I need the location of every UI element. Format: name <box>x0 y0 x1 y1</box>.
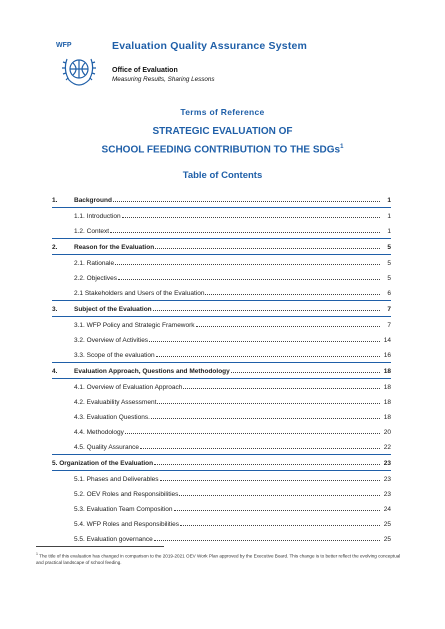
toc-entry-label: 3.3. Scope of the evaluation <box>74 352 155 359</box>
toc-entry-label: 4.1. Overview of Evaluation Approach <box>74 384 183 391</box>
dot-leader <box>179 494 380 496</box>
toc-heading: Table of Contents <box>182 170 263 181</box>
toc-entry-governance[interactable] <box>52 532 391 543</box>
toc-entry-page: 6 <box>387 290 391 297</box>
toc-entry-number: 3. <box>52 306 58 313</box>
toc-entry-label: 5. Organization of the Evaluation <box>52 460 154 467</box>
toc-entry-wfp-roles[interactable] <box>52 517 391 528</box>
dot-leader <box>196 325 380 327</box>
toc-entry-organization[interactable] <box>52 456 391 467</box>
toc-entry-page: 5 <box>387 260 391 267</box>
terms-of-reference-heading: Terms of Reference <box>180 107 265 117</box>
toc-entry-label: 2.1 Stakeholders and Users of the Evaluation <box>74 290 205 297</box>
toc-divider <box>52 454 391 455</box>
toc-entry-label: 5.4. WFP Roles and Responsibilities <box>74 521 180 528</box>
toc-entry-page: 18 <box>383 384 391 391</box>
toc-entry-approach-overview[interactable] <box>52 380 391 391</box>
dot-leader <box>183 387 380 389</box>
footnote-mark: 1 <box>36 552 38 556</box>
toc-entry-label: 2.1. Rationale <box>74 260 115 267</box>
toc-entry-label: 1.1. Introduction <box>74 213 121 220</box>
toc-entry-page: 1 <box>387 197 391 204</box>
toc-entry-label: 4.2. Evaluability Assessment <box>74 399 157 406</box>
toc-entry-number: 4. <box>52 368 58 375</box>
toc-entry-rationale[interactable] <box>52 256 391 267</box>
system-title: Evaluation Quality Assurance System <box>112 40 308 52</box>
toc-entry-page: 22 <box>383 444 391 451</box>
toc-entry-label: 4.3. Evaluation Questions. <box>74 414 150 421</box>
toc-divider <box>52 207 391 208</box>
document-title-line-2 <box>0 144 445 155</box>
wfp-logo <box>56 40 106 94</box>
footnote-text: The title of this evaluation has changed in comparison to the 2019-2021 OEV Work Plan approved by the Executive Board. This change is to better reflect the evolving conceptual and practical landscape of school feeding. <box>36 553 401 566</box>
document-header <box>56 40 416 100</box>
toc-entry-methodology[interactable] <box>52 425 391 436</box>
dot-leader <box>154 463 380 465</box>
toc-divider <box>52 316 391 317</box>
toc-entry-page: 25 <box>383 536 391 543</box>
toc-entry-page: 5 <box>387 244 391 251</box>
toc-entry-label: Subject of the Evaluation <box>74 306 152 313</box>
dot-leader <box>205 293 380 295</box>
toc-entry-phases[interactable] <box>52 472 391 483</box>
toc-divider <box>52 378 391 379</box>
dot-leader <box>180 524 380 526</box>
toc-entry-label: Background <box>74 197 112 204</box>
dot-leader <box>140 447 380 449</box>
toc-entry-page: 24 <box>383 506 391 513</box>
dot-leader <box>156 355 380 357</box>
toc-entry-label: 3.2. Overview of Activities <box>74 337 149 344</box>
toc-divider <box>52 470 391 471</box>
toc-entry-background[interactable] <box>52 193 391 204</box>
toc-entry-questions[interactable] <box>52 410 391 421</box>
toc-entry-context[interactable] <box>52 224 391 235</box>
toc-entry-page: 14 <box>383 337 391 344</box>
toc-entry-page: 5 <box>387 275 391 282</box>
toc-entry-subject[interactable] <box>52 302 391 313</box>
dot-leader <box>157 402 380 404</box>
toc-entry-label: 1.2. Context <box>74 228 110 235</box>
toc-entry-objectives[interactable] <box>52 271 391 282</box>
toc-entry-policy[interactable] <box>52 318 391 329</box>
toc-entry-team-composition[interactable] <box>52 502 391 513</box>
footnote <box>36 551 408 567</box>
dot-leader <box>155 247 380 249</box>
toc-divider <box>52 238 391 239</box>
toc-entry-page: 16 <box>383 352 391 359</box>
dot-leader <box>160 479 380 481</box>
toc-entry-label: 4.4. Methodology <box>74 429 124 436</box>
toc-entry-reason[interactable] <box>52 240 391 251</box>
toc-entry-label: 5.3. Evaluation Team Composition <box>74 506 173 513</box>
toc-entry-page: 20 <box>383 429 391 436</box>
toc-divider <box>52 300 391 301</box>
dot-leader <box>118 278 380 280</box>
toc-entry-page: 23 <box>383 460 391 467</box>
toc-entry-page: 18 <box>383 368 391 375</box>
toc-entry-number: 2. <box>52 244 58 251</box>
dot-leader <box>149 340 380 342</box>
toc-entry-label: 5.1. Phases and Deliverables <box>74 476 159 483</box>
dot-leader <box>154 539 380 541</box>
toc-entry-label: 4.5. Quality Assurance <box>74 444 140 451</box>
dot-leader <box>113 200 380 202</box>
office-motto: Measuring Results, Sharing Lessons <box>112 76 215 83</box>
toc-entry-label: Reason for the Evaluation <box>74 244 155 251</box>
title-footnote-mark: 1 <box>340 144 344 150</box>
toc-divider <box>52 254 391 255</box>
toc-entry-page: 1 <box>387 213 391 220</box>
toc-entry-quality-assurance[interactable] <box>52 440 391 451</box>
title-text: SCHOOL FEEDING CONTRIBUTION TO THE SDGs <box>101 144 341 156</box>
office-name: Office of Evaluation <box>112 67 178 74</box>
toc-entry-introduction[interactable] <box>52 209 391 220</box>
dot-leader <box>110 231 380 233</box>
laurel-globe-icon <box>60 52 98 92</box>
toc-entry-oev-roles[interactable] <box>52 487 391 498</box>
document-title-line-1: STRATEGIC EVALUATION OF <box>152 126 293 137</box>
toc-entry-label: 2.2. Objectives <box>74 275 117 282</box>
toc-entry-label: 5.5. Evaluation governance <box>74 536 153 543</box>
dot-leader <box>151 417 380 419</box>
dot-leader <box>122 216 380 218</box>
toc-entry-activities[interactable] <box>52 333 391 344</box>
toc-entry-page: 25 <box>383 521 391 528</box>
toc-divider <box>52 362 391 363</box>
toc-entry-page: 23 <box>383 491 391 498</box>
toc-entry-label: 3.1. WFP Policy and Strategic Framework <box>74 322 195 329</box>
toc-entry-number: 1. <box>52 197 58 204</box>
toc-entry-approach[interactable] <box>52 364 391 375</box>
toc-entry-scope[interactable] <box>52 348 391 359</box>
dot-leader <box>153 309 380 311</box>
dot-leader <box>115 263 380 265</box>
toc-entry-page: 23 <box>383 476 391 483</box>
toc-entry-label: Evaluation Approach, Questions and Methodology <box>74 368 230 375</box>
toc-entry-page: 1 <box>387 228 391 235</box>
toc-entry-evaluability[interactable] <box>52 395 391 406</box>
dot-leader <box>231 371 380 373</box>
toc-entry-stakeholders[interactable] <box>52 286 391 297</box>
toc-entry-page: 7 <box>387 322 391 329</box>
dot-leader <box>174 509 380 511</box>
dot-leader <box>125 432 380 434</box>
toc-entry-label: 5.2. OEV Roles and Responsibilities <box>74 491 179 498</box>
footnote-separator <box>36 546 164 547</box>
toc-entry-page: 18 <box>383 399 391 406</box>
toc-entry-page: 7 <box>387 306 391 313</box>
toc-entry-page: 18 <box>383 414 391 421</box>
logo-text: WFP <box>56 42 72 49</box>
